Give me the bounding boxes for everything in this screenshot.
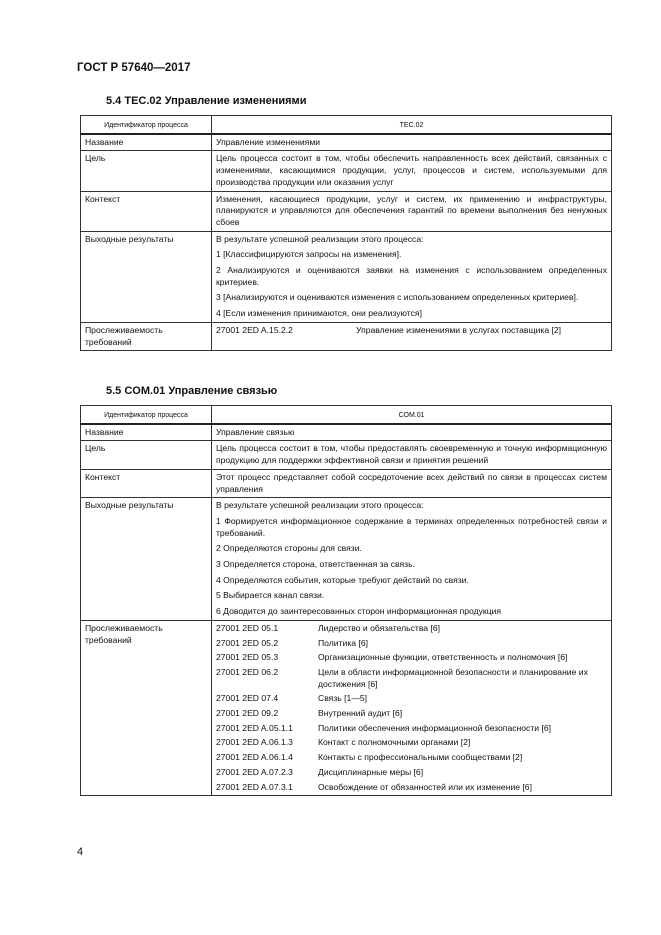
table-row <box>81 498 612 621</box>
outputs-label: Выходные результаты <box>81 498 212 621</box>
table-row <box>81 406 612 424</box>
trace-list <box>212 620 612 795</box>
trace-desc: Политика [6] <box>318 637 368 648</box>
outputs-item: 1 Формируется информационное содержание в терминах определенных потребностей связи и требований. <box>216 515 607 538</box>
outputs-item: 4 [Если изменения принимаются, они реализуются] <box>216 308 422 319</box>
trace-item <box>216 723 607 735</box>
outputs-item: 2 Определяются стороны для связи. <box>216 543 362 554</box>
goal-value: Цель процесса состоит в том, чтобы обеспечить направленность всех действий, связанных с изменениями, касающимися продукции, услуг, процессов и систем, используемыми для производства продукции или оказания услуг <box>212 151 612 191</box>
outputs-item: 3 [Анализируются и оцениваются изменения с использованием определенных критериев]. <box>216 292 579 303</box>
goal-label: Цель <box>81 151 212 191</box>
table-row <box>81 469 612 497</box>
name-value: Управление изменениями <box>212 134 612 151</box>
outputs-item: 5 Выбирается канал связи. <box>216 590 325 601</box>
table-row <box>81 191 612 231</box>
outputs-label: Выходные результаты <box>81 231 212 322</box>
outputs-item: 4 Определяются события, которые требуют действий по связи. <box>216 574 469 585</box>
context-label: Контекст <box>81 469 212 497</box>
id-label: Идентификатор процесса <box>81 116 212 134</box>
trace-id: 27001 2ED A.06.1.4 <box>216 752 293 763</box>
name-label: Название <box>81 134 212 151</box>
trace-desc: Внутренний аудит [6] <box>318 708 403 719</box>
trace-label: Прослеживаемость требований <box>81 620 212 795</box>
document-code: ГОСТ Р 57640—2017 <box>77 62 191 74</box>
table-row <box>81 151 612 191</box>
context-value: Этот процесс представляет собой сосредоточение всех действий по связи в процессах систем управления <box>212 469 612 497</box>
goal-value: Цель процесса состоит в том, чтобы предоставлять своевременную и точную информационную продукцию для поддержки эффективной связи и принятия решений <box>212 441 612 469</box>
table-row <box>81 231 612 322</box>
trace-item <box>216 767 607 779</box>
section-title-com01: 5.5 COM.01 Управление связью <box>106 385 278 397</box>
goal-label: Цель <box>81 441 212 469</box>
trace-desc: Управление изменениями в услугах поставщика [2] <box>356 324 562 335</box>
table-row <box>81 424 612 441</box>
trace-id: 27001 2ED 06.2 <box>216 666 279 677</box>
trace-id: 27001 2ED 09.2 <box>216 708 279 719</box>
trace-desc: Контакты с профессиональными сообществами [2] <box>318 752 523 763</box>
trace-item <box>216 325 607 337</box>
table-row <box>81 441 612 469</box>
outputs-item: 6 Доводится до заинтересованных сторон информационная продукция <box>216 606 502 617</box>
section-title-tec02: 5.4 TEC.02 Управление изменениями <box>106 95 307 107</box>
trace-desc: Цели в области информационной безопасности и планирование их достижения [6] <box>318 666 588 689</box>
outputs-item: В результате успешной реализации этого процесса: <box>216 500 424 511</box>
process-table-tec02 <box>80 115 612 351</box>
trace-item <box>216 623 607 635</box>
outputs-list <box>212 498 612 621</box>
trace-item <box>216 638 607 650</box>
trace-list <box>212 322 612 350</box>
trace-item <box>216 752 607 764</box>
trace-item <box>216 693 607 705</box>
trace-id: 27001 2ED A.07.2.3 <box>216 766 293 777</box>
trace-id: 27001 2ED 07.4 <box>216 693 279 704</box>
outputs-item: 2 Анализируются и оцениваются заявки на изменения с использованием определенных критериев. <box>216 265 607 287</box>
outputs-list <box>212 231 612 322</box>
trace-label: Прослеживаемость требований <box>81 322 212 350</box>
context-label: Контекст <box>81 191 212 231</box>
trace-item <box>216 782 607 794</box>
trace-desc: Связь [1—5] <box>318 693 368 704</box>
trace-desc: Дисциплинарные меры [6] <box>318 766 424 777</box>
id-value: TEC.02 <box>212 116 612 134</box>
trace-item <box>216 652 607 664</box>
trace-item <box>216 708 607 720</box>
table-row <box>81 134 612 151</box>
trace-item <box>216 667 607 690</box>
id-label: Идентификатор процесса <box>81 406 212 424</box>
outputs-item: 1 [Классифицируются запросы на изменения]. <box>216 249 402 260</box>
trace-desc: Контакт с полномочными органами [2] <box>318 737 471 748</box>
trace-id: 27001 2ED 05.1 <box>216 622 279 633</box>
trace-id: 27001 2ED A.07.3.1 <box>216 781 293 792</box>
name-label: Название <box>81 424 212 441</box>
table-row <box>81 116 612 134</box>
trace-id: 27001 2ED 05.3 <box>216 652 279 663</box>
outputs-item: В результате успешной реализации этого процесса: <box>216 233 424 244</box>
table-row <box>81 620 612 795</box>
process-table-com01 <box>80 405 612 796</box>
outputs-item: 3 Определяется сторона, ответственная за связь. <box>216 559 415 570</box>
trace-item <box>216 737 607 749</box>
page-number: 4 <box>77 846 84 858</box>
name-value: Управление связью <box>212 424 612 441</box>
trace-id: 27001 2ED A.15.2.2 <box>216 324 293 335</box>
trace-id: 27001 2ED A.05.1.1 <box>216 722 293 733</box>
id-value: COM.01 <box>212 406 612 424</box>
trace-id: 27001 2ED A.06.1.3 <box>216 737 293 748</box>
trace-desc: Политики обеспечения информационной безопасности [6] <box>318 722 552 733</box>
table-row <box>81 322 612 350</box>
trace-desc: Организационные функции, ответственность и полномочия [6] <box>318 652 568 663</box>
trace-desc: Освобождение от обязанностей или их изменение [6] <box>318 781 532 792</box>
trace-id: 27001 2ED 05.2 <box>216 637 279 648</box>
context-value: Изменения, касающиеся продукции, услуг и систем, их применению и инфраструктуры, планируются и управляются для обеспечения гарантий по времени выполнения без ненужных сбоев <box>212 191 612 231</box>
trace-desc: Лидерство и обязательства [6] <box>318 622 441 633</box>
